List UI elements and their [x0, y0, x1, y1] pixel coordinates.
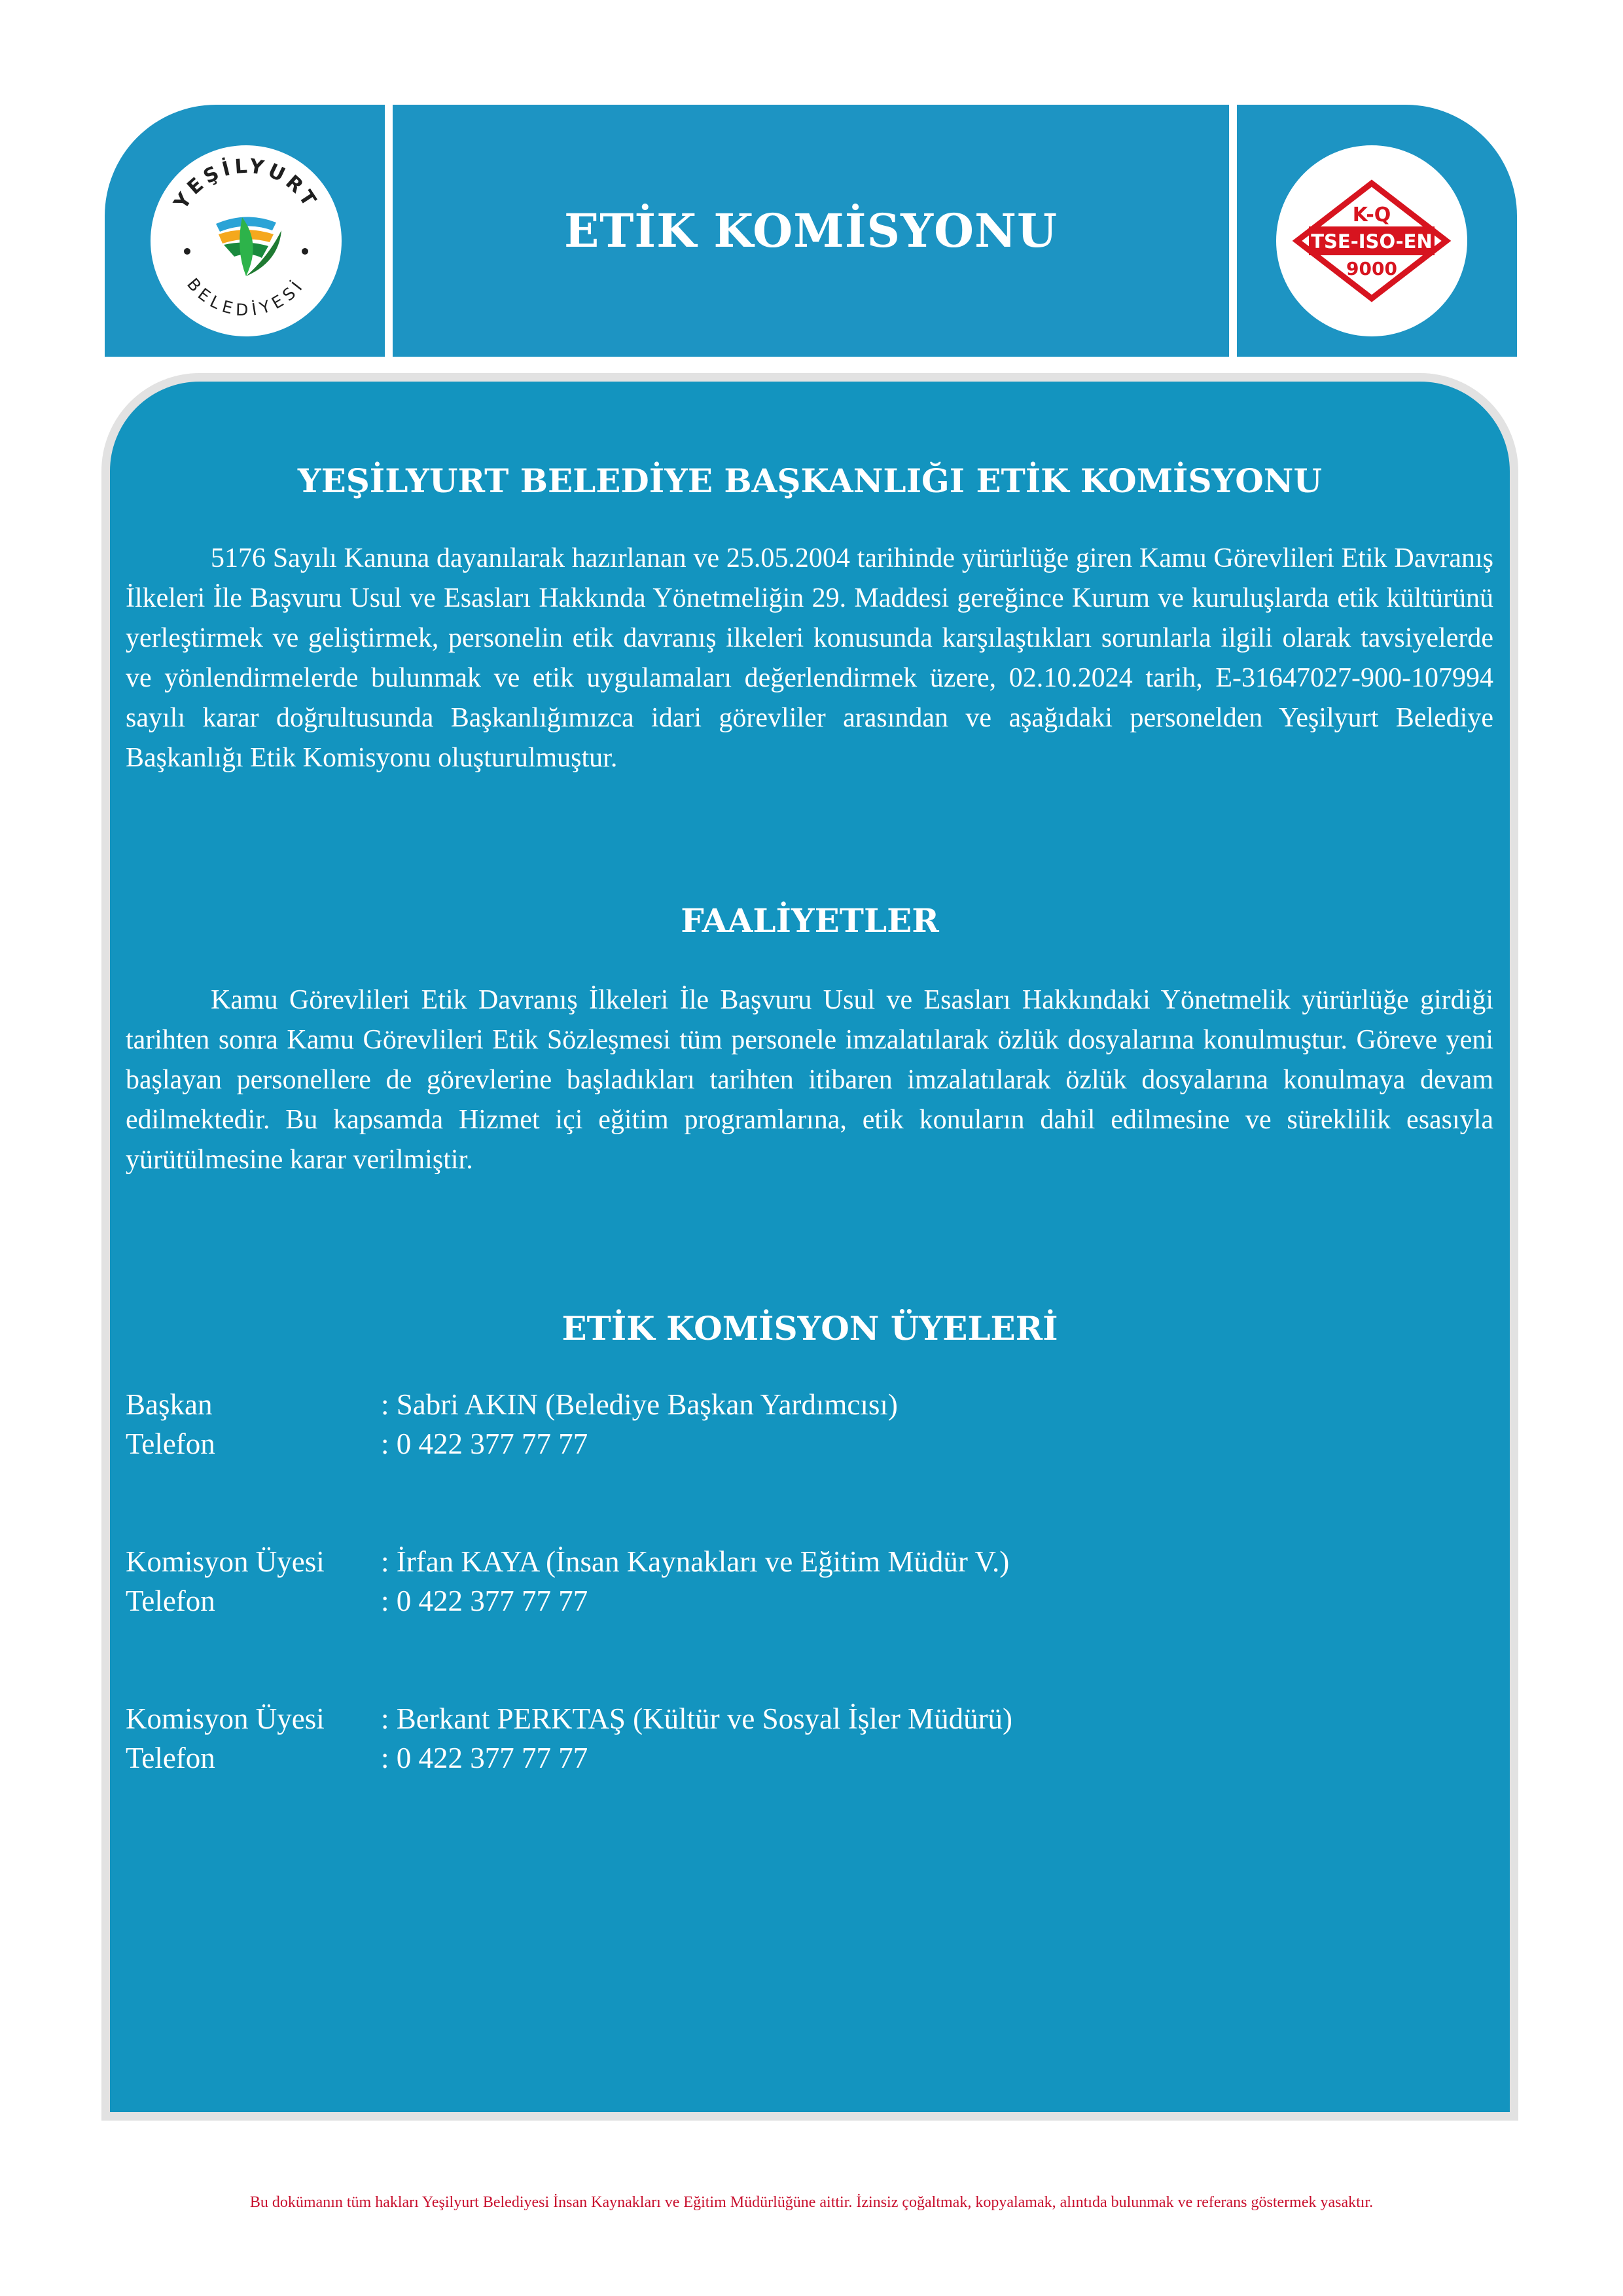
member-role: Komisyon Üyesi: [126, 1545, 325, 1578]
member-name: : Sabri AKIN (Belediye Başkan Yardımcısı): [381, 1388, 898, 1421]
tse-quality-mark-icon: [1276, 145, 1467, 336]
member-phone: : 0 422 377 77 77: [381, 1427, 588, 1460]
member-phone-label: Telefon: [126, 1742, 215, 1774]
page-title: ETİK KOMİSYONU: [563, 204, 1058, 258]
activities-title: FAALİYETLER: [681, 901, 939, 940]
logo-bottom-text: BELEDİYESİ: [183, 274, 309, 320]
member-name: : Berkant PERKTAŞ (Kültür ve Sosyal İşler Müdürü): [381, 1702, 1013, 1735]
commission-paragraph: 5176 Sayılı Kanuna dayanılarak hazırlanan ve 25.05.2004 tarihinde yürürlüğe giren Kamu Görevlileri Etik Davranış İlkeleri İle Başvuru Usul ve Esasları Hakkında Yönetmeliğin 29. Maddesi gereğince Kurum ve kuruluşlarda etik kültürünü yerleştirmek ve geliştirmek, personelin etik davranış ilkeleri konusunda karşılaştıkları sorunlarla ilgili olarak tavsiyelerde ve yönlendirmelerde bulunmak ve etik uygulamaları değerlendirmek üzere, 02.10.2024 tarih, E-31647027-900-107994 sayılı karar doğrultusunda Başkanlığımızca idari görevliler arasından ve aşağıdaki personelden Yeşilyurt Belediye Başkanlığı Etik Komisyonu oluşturulmuştur.: [126, 543, 1493, 773]
member-role: Komisyon Üyesi: [126, 1702, 325, 1735]
activities-paragraph: Kamu Görevlileri Etik Davranış İlkeleri İle Başvuru Usul ve Esasları Hakkındaki Yönetmelik yürürlüğe girdiği tarihten sonra Kamu Görevlileri Etik Sözleşmesi tüm personele imzalatılarak özlük dosyalarına konulmuştur. Göreve yeni başlayan personellere de görevlerine başladıkları tarihten itibaren imzalatılarak özlük dosyalarına konulmaya devam edilmektedir. Bu kapsamda Hizmet içi eğitim programlarına, etik konuların dahil edilmesine ve süreklilik esasıyla yürütülmesine karar verilmiştir.: [126, 985, 1493, 1175]
member-phone: : 0 422 377 77 77: [381, 1742, 588, 1774]
svg-text:BELEDİYESİ: [183, 274, 309, 319]
members-title: ETİK KOMİSYON ÜYELERİ: [562, 1309, 1058, 1348]
member-role: Başkan: [126, 1388, 213, 1421]
yesilyurt-logo-icon: [151, 145, 342, 336]
commission-title: YEŞİLYURT BELEDİYE BAŞKANLIĞI ETİK KOMİSYONU: [297, 461, 1323, 500]
kq-line3: 9000: [1346, 258, 1397, 279]
member-phone-label: Telefon: [126, 1427, 215, 1460]
kq-line2: TSE-ISO-EN: [1311, 230, 1433, 253]
svg-text:YEŞİLYURT: [169, 154, 323, 214]
copyright-footer: Bu dokümanın tüm hakları Yeşilyurt Belediyesi İnsan Kaynakları ve Eğitim Müdürlüğüne aittir. İzinsiz çoğaltmak, kopyalamak, alıntıda bulunmak ve referans göstermek yasaktır.: [249, 2194, 1374, 2211]
member-phone: : 0 422 377 77 77: [381, 1585, 588, 1617]
kq-line1: K-Q: [1352, 204, 1391, 226]
member-phone-label: Telefon: [126, 1585, 215, 1617]
member-name: : İrfan KAYA (İnsan Kaynakları ve Eğitim Müdür V.): [381, 1545, 1010, 1578]
logo-top-text: YEŞİLYURT: [169, 154, 323, 214]
